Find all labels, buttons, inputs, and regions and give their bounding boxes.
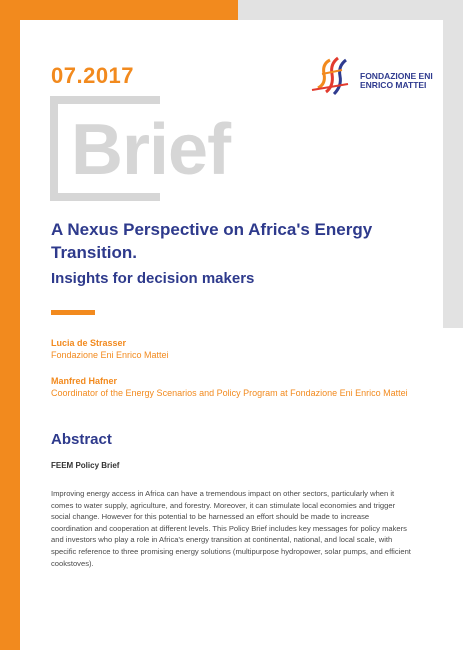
feem-logo-mark-icon bbox=[308, 54, 358, 98]
left-orange-band bbox=[0, 0, 20, 650]
series-label: FEEM Policy Brief bbox=[51, 461, 120, 470]
orange-divider bbox=[51, 310, 95, 315]
issue-date: 07.2017 bbox=[51, 63, 135, 88]
brief-wordmark: Brief bbox=[71, 110, 231, 190]
right-gray-band bbox=[443, 0, 463, 328]
top-orange-band bbox=[0, 0, 238, 20]
logo-text bbox=[360, 72, 433, 90]
author-affiliation: Coordinator of the Energy Scenarios and Policy Program at Fondazione Eni Enrico Mattei bbox=[51, 388, 408, 398]
abstract-heading: Abstract bbox=[51, 431, 112, 448]
feem-logo bbox=[308, 54, 448, 98]
author-name: Manfred Hafner bbox=[51, 376, 118, 386]
author-name: Lucia de Strasser bbox=[51, 338, 127, 348]
top-gray-band bbox=[238, 0, 463, 20]
document-subtitle: Insights for decision makers bbox=[51, 270, 255, 287]
document-title: A Nexus Perspective on Africa's Energy Transition. bbox=[51, 220, 373, 262]
author-affiliation: Fondazione Eni Enrico Mattei bbox=[51, 350, 169, 360]
logo-line-1: FONDAZIONE ENI bbox=[360, 71, 433, 81]
abstract-body: Improving energy access in Africa can have a tremendous impact on other sectors, particularly when it comes to water supply, agriculture, and forestry. Moreover, it can stimulate local economies and trigger social change. However for this potential to be harnessed an effort should be made to increase coordination and cooperation at different levels. This Policy Brief includes key messages for policy makers and investors who play a role in Africa's energy transition at continental, national, and local scale, with specific reference to three promising energy solutions (multipurpose hydropower, solar pumps, and efficient cookstoves). bbox=[51, 489, 411, 568]
logo-line-2: ENRICO MATTEI bbox=[360, 80, 427, 90]
